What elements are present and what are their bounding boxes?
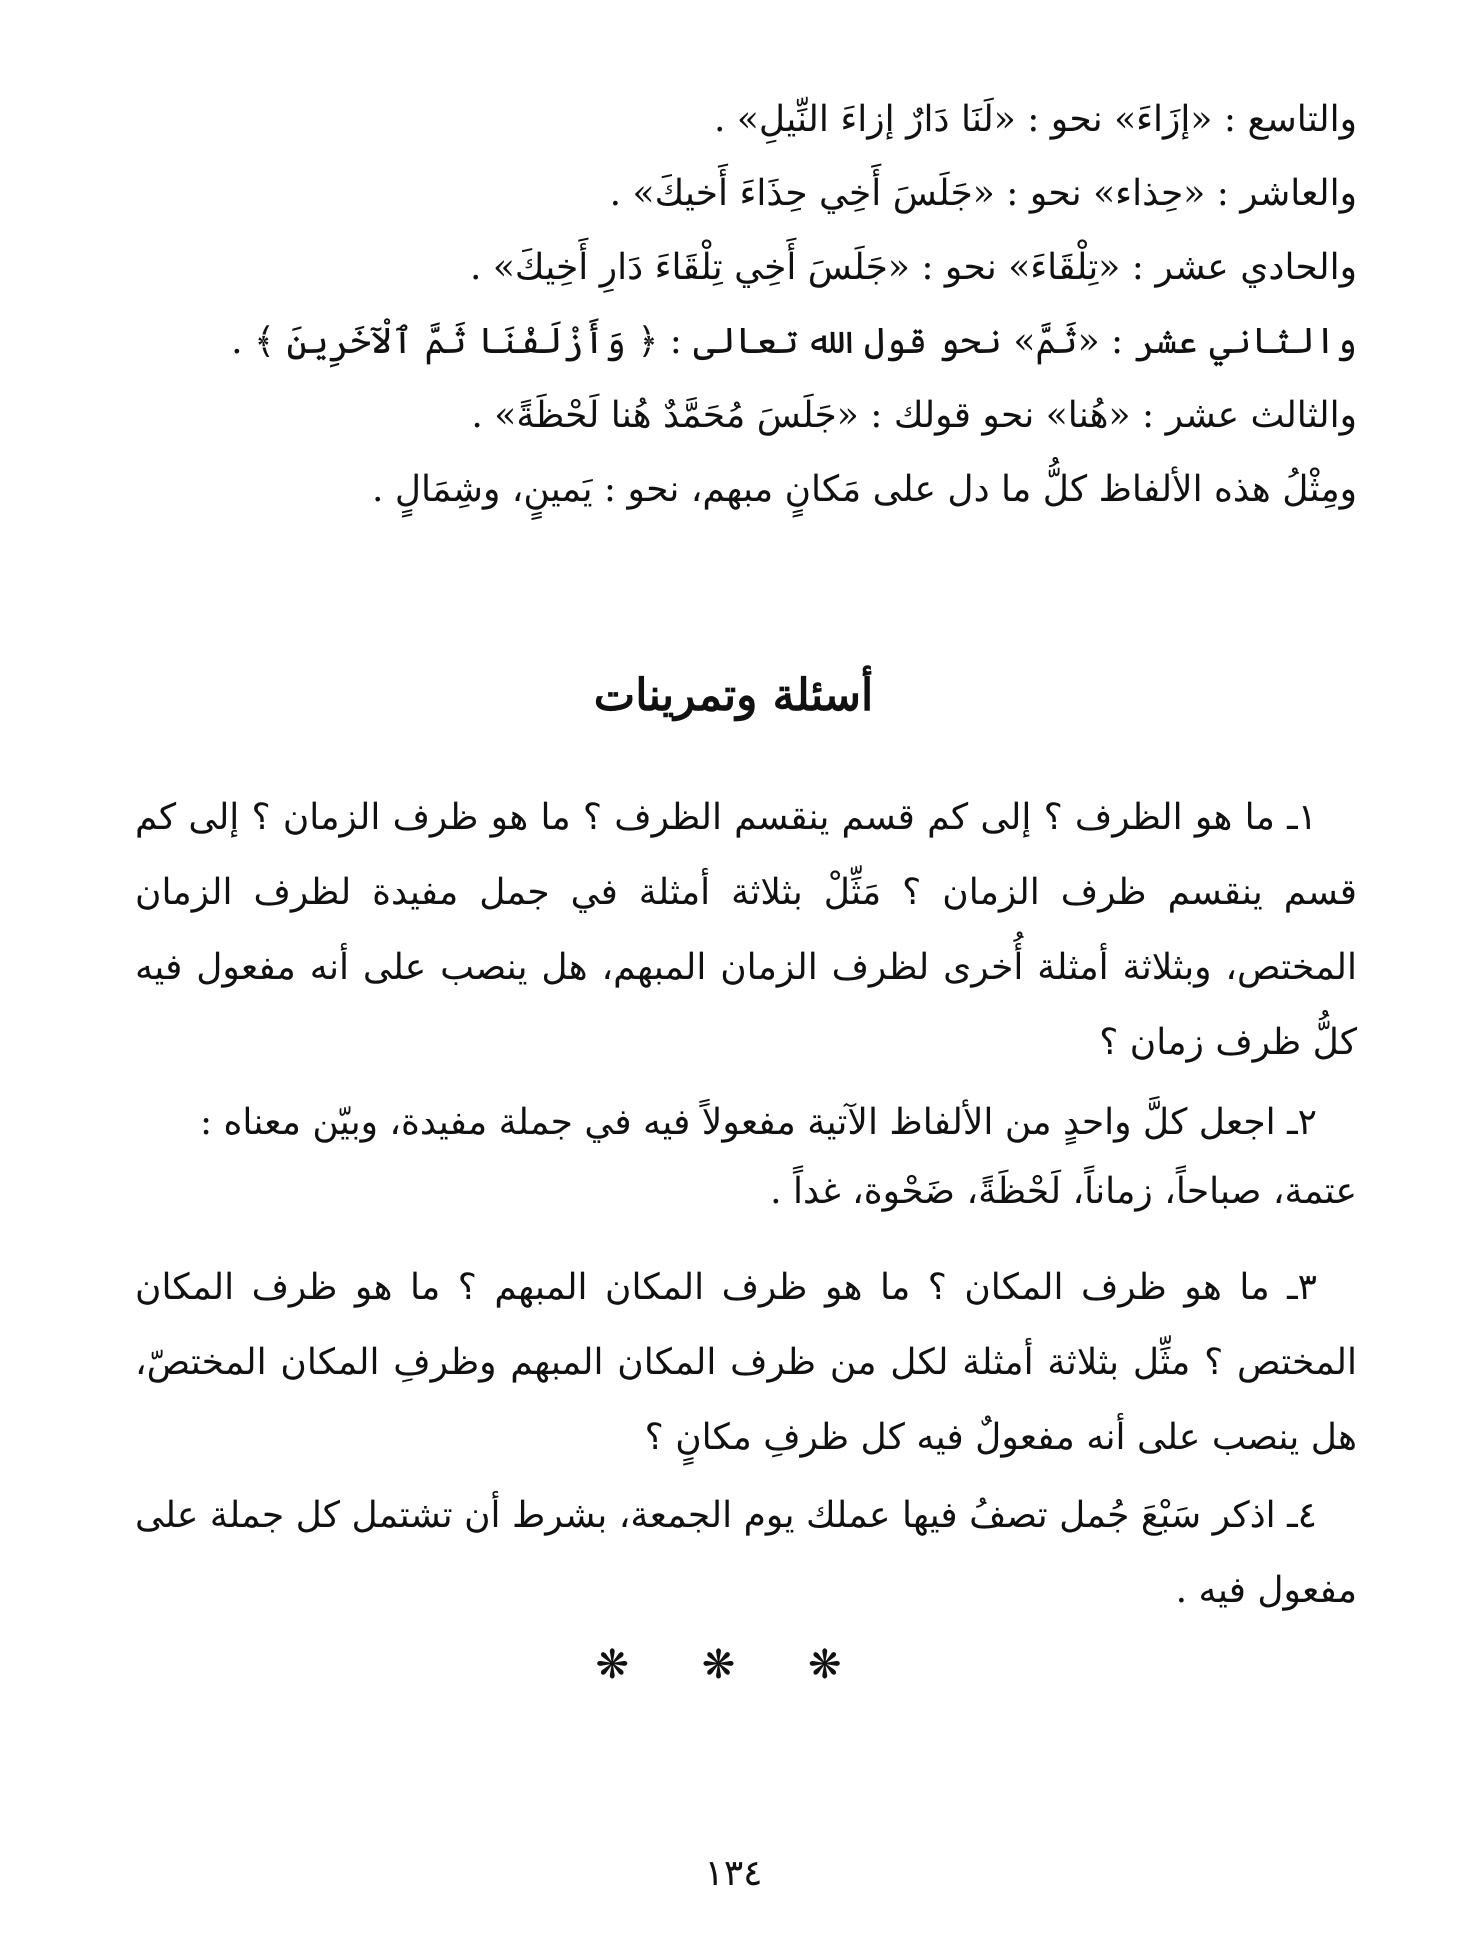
text-line-similar: ومِثْلُ هذه الألفاظ كلُّ ما دل على مَكانٍ مبهم، نحو : يَمينٍ، وشِمَالٍ . — [371, 469, 1357, 510]
question-2-words: عتمة، صباحاً، زماناً، لَحْظَةً، ضَحْوة، غداً . — [770, 1171, 1357, 1212]
question-2: ٢ـ اجعل كلَّ واحدٍ من الألفاظ الآتية مفعولاً فيه في جملة مفيدة، وبيّن معناه : — [199, 1102, 1317, 1143]
question-1: ١ـ ما هو الظرف ؟ إلى كم قسم ينقسم الظرف ؟ ما هو ظرف الزمان ؟ إلى كم قسم ينقسم ظرف الزمان ؟ مَثِّلْ بثلاثة أمثلة في جمل مفيدة لظرف الزمان المختص، وبثلاثة أمثلة أُخرى لظرف الزمان المبهم، هل ينصب على أنه مفعول فيه كلُّ ظرف زمان ؟ — [135, 797, 1357, 1063]
page-number: ١٣٤ — [704, 1853, 763, 1894]
text-line-ninth: والتاسع : «إزَاءَ» نحو : «لَنَا دَارٌ إزاءَ النِّيلِ» . — [714, 99, 1357, 140]
section-heading: أسئلة وتمرينات — [593, 670, 874, 721]
question-3: ٣ـ ما هو ظرف المكان ؟ ما هو ظرف المكان المبهم ؟ ما هو ظرف المكان المختص ؟ مثِّل بثلاثة أمثلة لكل من ظرف المكان المبهم وظرفِ المكان المختصّ، هل ينصب على أنه مفعولٌ فيه كل ظرفِ مكانٍ ؟ — [135, 1267, 1357, 1458]
text-line-tenth: والعاشر : «حِذاء» نحو : «جَلَسَ أَخِي حِذَاءَ أَخيكَ» . — [609, 173, 1357, 214]
separator-stars: ❋ ❋ ❋ — [595, 1642, 872, 1688]
question-4: ٤ـ اذكر سَبْعَ جُمل تصفُ فيها عملك يوم الجمعة، بشرط أن تشتمل كل جملة على مفعول فيه . — [135, 1495, 1357, 1611]
text-line-twelfth: والثاني عشر : «ثَمَّ» نحو قول الله تعالى : ﴿ وَأَزْلَفْنَا ثَمَّ ٱلْآخَرِينَ ﴾ . — [231, 321, 1357, 362]
text-line-eleventh: والحادي عشر : «تِلْقَاءَ» نحو : «جَلَسَ أَخِي تِلْقَاءَ دَارِ أَخِيكَ» . — [469, 247, 1357, 288]
text-line-thirteenth: والثالث عشر : «هُنا» نحو قولك : «جَلَسَ مُحَمَّدٌ هُنا لَحْظَةً» . — [471, 395, 1357, 436]
